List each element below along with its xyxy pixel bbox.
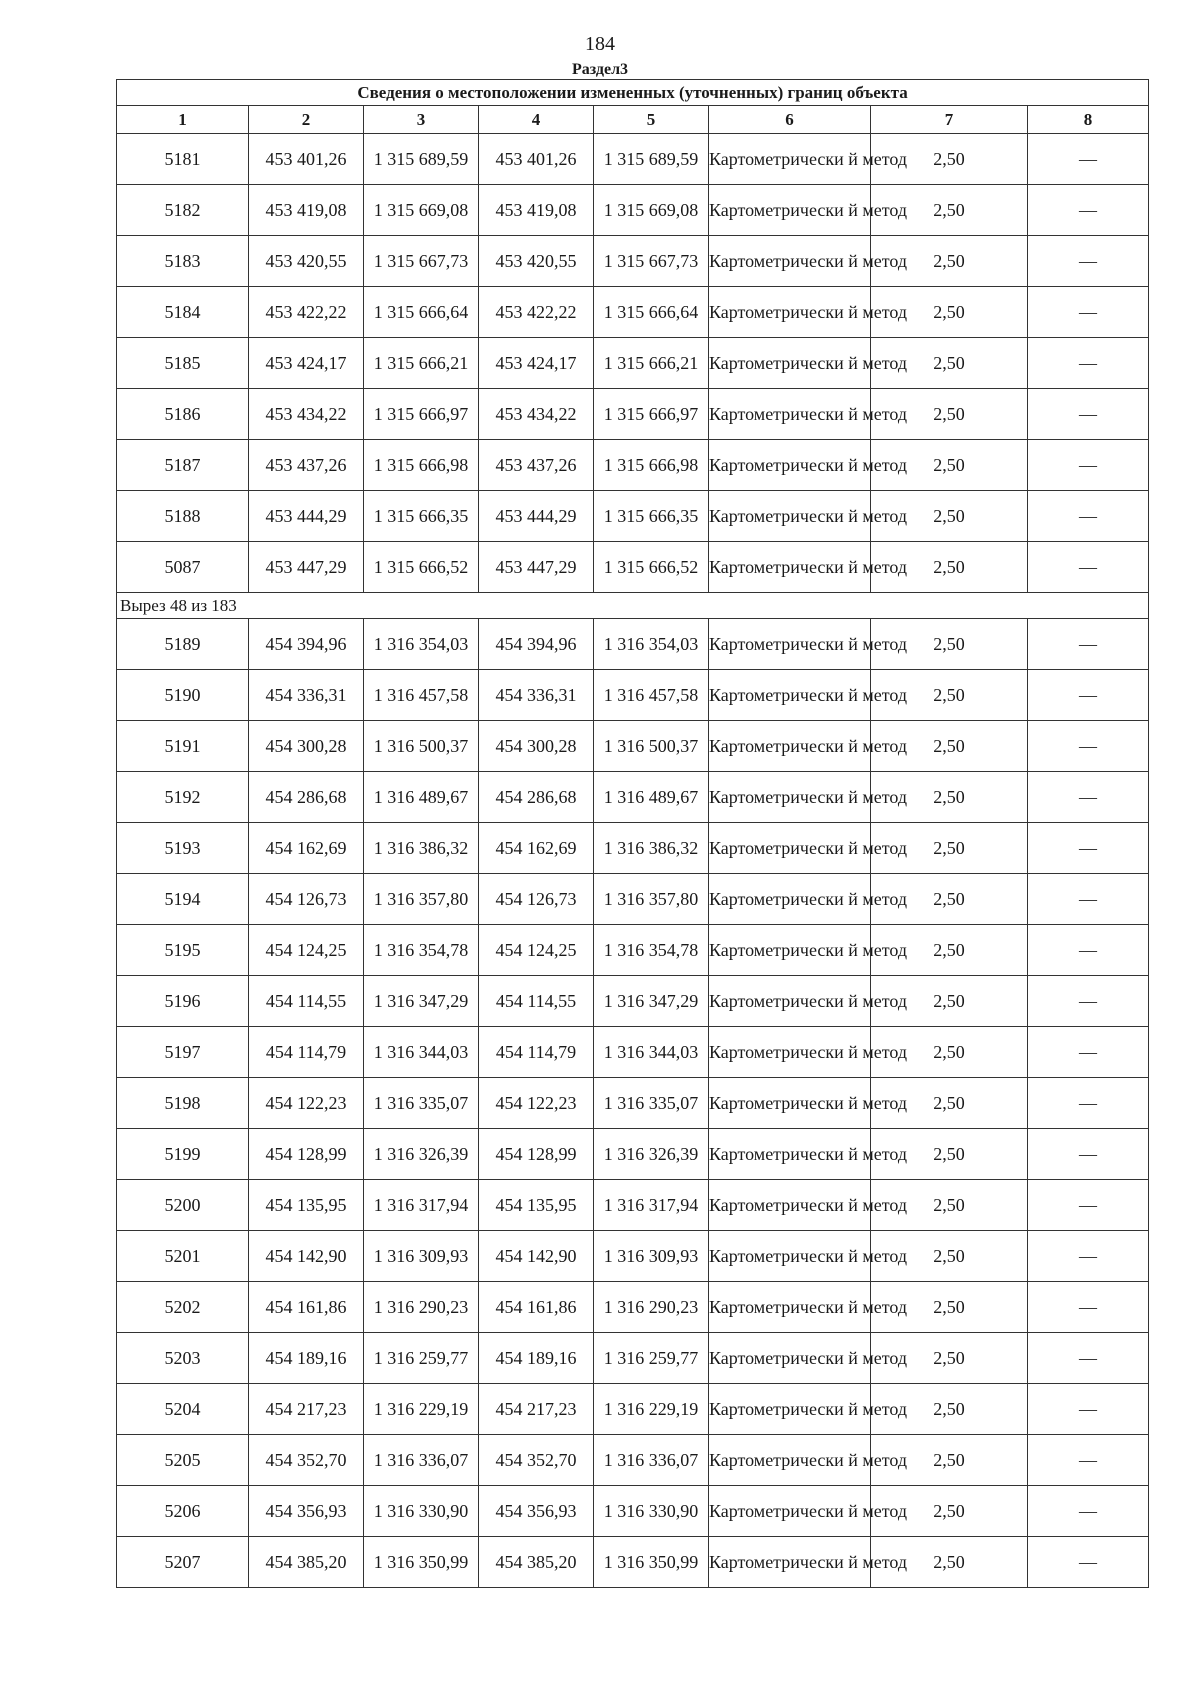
y-coordinate-cell: 1 316 489,67 — [594, 772, 709, 823]
description-cell: — — [1028, 1282, 1149, 1333]
x-coordinate-cell: 454 114,79 — [249, 1027, 364, 1078]
accuracy-cell: 2,50 — [871, 874, 1028, 925]
table-row — [117, 976, 1149, 1027]
method-cell: Картометрически й метод — [709, 491, 871, 542]
table-row — [117, 1333, 1149, 1384]
table-row — [117, 338, 1149, 389]
y-coordinate-cell: 1 315 689,59 — [364, 134, 479, 185]
description-cell: — — [1028, 1231, 1149, 1282]
table-row — [117, 1027, 1149, 1078]
table-row — [117, 1537, 1149, 1588]
y-coordinate-cell: 1 316 357,80 — [594, 874, 709, 925]
x-coordinate-cell: 453 437,26 — [479, 440, 594, 491]
point-number-cell: 5185 — [117, 338, 249, 389]
x-coordinate-cell: 454 300,28 — [479, 721, 594, 772]
method-cell: Картометрически й метод — [709, 1027, 871, 1078]
y-coordinate-cell: 1 315 689,59 — [594, 134, 709, 185]
table-row — [117, 874, 1149, 925]
accuracy-cell: 2,50 — [871, 1333, 1028, 1384]
y-coordinate-cell: 1 316 290,23 — [594, 1282, 709, 1333]
y-coordinate-cell: 1 315 666,97 — [594, 389, 709, 440]
x-coordinate-cell: 454 300,28 — [249, 721, 364, 772]
point-number-cell: 5201 — [117, 1231, 249, 1282]
table-row — [117, 542, 1149, 593]
x-coordinate-cell: 453 437,26 — [249, 440, 364, 491]
method-cell: Картометрически й метод — [709, 236, 871, 287]
description-cell: — — [1028, 619, 1149, 670]
y-coordinate-cell: 1 316 500,37 — [364, 721, 479, 772]
y-coordinate-cell: 1 316 317,94 — [594, 1180, 709, 1231]
description-cell: — — [1028, 389, 1149, 440]
point-number-cell: 5182 — [117, 185, 249, 236]
table-row — [117, 134, 1149, 185]
table-caption: Сведения о местоположении измененных (уточненных) границ объекта — [117, 80, 1149, 106]
point-number-cell: 5197 — [117, 1027, 249, 1078]
point-number-cell: 5181 — [117, 134, 249, 185]
x-coordinate-cell: 454 189,16 — [249, 1333, 364, 1384]
method-cell: Картометрически й метод — [709, 1537, 871, 1588]
x-coordinate-cell: 454 162,69 — [479, 823, 594, 874]
x-coordinate-cell: 454 124,25 — [249, 925, 364, 976]
description-cell: — — [1028, 185, 1149, 236]
x-coordinate-cell: 454 394,96 — [249, 619, 364, 670]
x-coordinate-cell: 454 217,23 — [479, 1384, 594, 1435]
column-number: 2 — [249, 106, 364, 134]
description-cell: — — [1028, 670, 1149, 721]
description-cell: — — [1028, 1180, 1149, 1231]
accuracy-cell: 2,50 — [871, 772, 1028, 823]
accuracy-cell: 2,50 — [871, 491, 1028, 542]
x-coordinate-cell: 454 352,70 — [479, 1435, 594, 1486]
point-number-cell: 5192 — [117, 772, 249, 823]
table-row — [117, 619, 1149, 670]
y-coordinate-cell: 1 316 354,78 — [594, 925, 709, 976]
y-coordinate-cell: 1 316 457,58 — [364, 670, 479, 721]
accuracy-cell: 2,50 — [871, 1486, 1028, 1537]
accuracy-cell: 2,50 — [871, 389, 1028, 440]
x-coordinate-cell: 454 161,86 — [249, 1282, 364, 1333]
column-number: 3 — [364, 106, 479, 134]
y-coordinate-cell: 1 315 666,35 — [364, 491, 479, 542]
x-coordinate-cell: 454 336,31 — [479, 670, 594, 721]
x-coordinate-cell: 453 419,08 — [249, 185, 364, 236]
x-coordinate-cell: 454 394,96 — [479, 619, 594, 670]
accuracy-cell: 2,50 — [871, 440, 1028, 491]
point-number-cell: 5200 — [117, 1180, 249, 1231]
description-cell: — — [1028, 1027, 1149, 1078]
accuracy-cell: 2,50 — [871, 976, 1028, 1027]
description-cell: — — [1028, 1078, 1149, 1129]
table-row — [117, 440, 1149, 491]
accuracy-cell: 2,50 — [871, 670, 1028, 721]
y-coordinate-cell: 1 316 330,90 — [594, 1486, 709, 1537]
description-cell: — — [1028, 440, 1149, 491]
column-number-row — [117, 106, 1149, 134]
column-number: 8 — [1028, 106, 1149, 134]
description-cell: — — [1028, 1486, 1149, 1537]
table-row — [117, 389, 1149, 440]
y-coordinate-cell: 1 316 229,19 — [594, 1384, 709, 1435]
x-coordinate-cell: 454 142,90 — [249, 1231, 364, 1282]
table-row — [117, 1384, 1149, 1435]
point-number-cell: 5193 — [117, 823, 249, 874]
method-cell: Картометрически й метод — [709, 670, 871, 721]
y-coordinate-cell: 1 316 457,58 — [594, 670, 709, 721]
point-number-cell: 5206 — [117, 1486, 249, 1537]
y-coordinate-cell: 1 316 357,80 — [364, 874, 479, 925]
point-number-cell: 5199 — [117, 1129, 249, 1180]
table-caption-row — [117, 80, 1149, 106]
boundary-coordinates-table — [116, 79, 1149, 1588]
description-cell: — — [1028, 874, 1149, 925]
x-coordinate-cell: 454 162,69 — [249, 823, 364, 874]
x-coordinate-cell: 454 356,93 — [479, 1486, 594, 1537]
accuracy-cell: 2,50 — [871, 1435, 1028, 1486]
section-divider-row — [117, 593, 1149, 619]
column-number: 6 — [709, 106, 871, 134]
point-number-cell: 5207 — [117, 1537, 249, 1588]
x-coordinate-cell: 453 424,17 — [479, 338, 594, 389]
table-row — [117, 721, 1149, 772]
x-coordinate-cell: 454 142,90 — [479, 1231, 594, 1282]
y-coordinate-cell: 1 315 669,08 — [594, 185, 709, 236]
y-coordinate-cell: 1 316 386,32 — [364, 823, 479, 874]
accuracy-cell: 2,50 — [871, 1384, 1028, 1435]
y-coordinate-cell: 1 316 500,37 — [594, 721, 709, 772]
y-coordinate-cell: 1 315 667,73 — [594, 236, 709, 287]
y-coordinate-cell: 1 316 326,39 — [594, 1129, 709, 1180]
x-coordinate-cell: 453 434,22 — [249, 389, 364, 440]
accuracy-cell: 2,50 — [871, 338, 1028, 389]
section-label: Вырез 48 из 183 — [117, 593, 1149, 619]
y-coordinate-cell: 1 316 330,90 — [364, 1486, 479, 1537]
point-number-cell: 5188 — [117, 491, 249, 542]
x-coordinate-cell: 454 122,23 — [249, 1078, 364, 1129]
y-coordinate-cell: 1 315 666,98 — [364, 440, 479, 491]
x-coordinate-cell: 454 114,79 — [479, 1027, 594, 1078]
accuracy-cell: 2,50 — [871, 185, 1028, 236]
table-row — [117, 1435, 1149, 1486]
x-coordinate-cell: 453 424,17 — [249, 338, 364, 389]
method-cell: Картометрически й метод — [709, 823, 871, 874]
method-cell: Картометрически й метод — [709, 1333, 871, 1384]
description-cell: — — [1028, 287, 1149, 338]
point-number-cell: 5191 — [117, 721, 249, 772]
method-cell: Картометрически й метод — [709, 874, 871, 925]
method-cell: Картометрически й метод — [709, 287, 871, 338]
y-coordinate-cell: 1 316 354,78 — [364, 925, 479, 976]
point-number-cell: 5184 — [117, 287, 249, 338]
y-coordinate-cell: 1 316 386,32 — [594, 823, 709, 874]
column-number: 4 — [479, 106, 594, 134]
accuracy-cell: 2,50 — [871, 1537, 1028, 1588]
table-row — [117, 772, 1149, 823]
method-cell: Картометрически й метод — [709, 1435, 871, 1486]
table-row — [117, 1078, 1149, 1129]
accuracy-cell: 2,50 — [871, 1129, 1028, 1180]
point-number-cell: 5189 — [117, 619, 249, 670]
table-body — [117, 80, 1149, 1588]
point-number-cell: 5203 — [117, 1333, 249, 1384]
y-coordinate-cell: 1 316 336,07 — [364, 1435, 479, 1486]
table-row — [117, 925, 1149, 976]
column-number: 5 — [594, 106, 709, 134]
method-cell: Картометрически й метод — [709, 542, 871, 593]
description-cell: — — [1028, 542, 1149, 593]
table-row — [117, 670, 1149, 721]
x-coordinate-cell: 454 128,99 — [249, 1129, 364, 1180]
y-coordinate-cell: 1 316 344,03 — [364, 1027, 479, 1078]
method-cell: Картометрически й метод — [709, 134, 871, 185]
method-cell: Картометрически й метод — [709, 1486, 871, 1537]
column-number: 7 — [871, 106, 1028, 134]
point-number-cell: 5205 — [117, 1435, 249, 1486]
x-coordinate-cell: 453 420,55 — [479, 236, 594, 287]
x-coordinate-cell: 454 124,25 — [479, 925, 594, 976]
x-coordinate-cell: 454 385,20 — [479, 1537, 594, 1588]
method-cell: Картометрически й метод — [709, 925, 871, 976]
accuracy-cell: 2,50 — [871, 1282, 1028, 1333]
y-coordinate-cell: 1 315 666,64 — [364, 287, 479, 338]
point-number-cell: 5194 — [117, 874, 249, 925]
accuracy-cell: 2,50 — [871, 1231, 1028, 1282]
accuracy-cell: 2,50 — [871, 823, 1028, 874]
table-row — [117, 287, 1149, 338]
x-coordinate-cell: 453 420,55 — [249, 236, 364, 287]
table-row — [117, 1180, 1149, 1231]
y-coordinate-cell: 1 316 290,23 — [364, 1282, 479, 1333]
point-number-cell: 5196 — [117, 976, 249, 1027]
y-coordinate-cell: 1 316 350,99 — [364, 1537, 479, 1588]
table-row — [117, 1486, 1149, 1537]
point-number-cell: 5204 — [117, 1384, 249, 1435]
x-coordinate-cell: 454 114,55 — [249, 976, 364, 1027]
y-coordinate-cell: 1 316 229,19 — [364, 1384, 479, 1435]
x-coordinate-cell: 454 385,20 — [249, 1537, 364, 1588]
description-cell: — — [1028, 1435, 1149, 1486]
accuracy-cell: 2,50 — [871, 134, 1028, 185]
y-coordinate-cell: 1 316 336,07 — [594, 1435, 709, 1486]
x-coordinate-cell: 454 286,68 — [249, 772, 364, 823]
method-cell: Картометрически й метод — [709, 1129, 871, 1180]
method-cell: Картометрически й метод — [709, 721, 871, 772]
y-coordinate-cell: 1 316 344,03 — [594, 1027, 709, 1078]
x-coordinate-cell: 453 444,29 — [479, 491, 594, 542]
x-coordinate-cell: 454 161,86 — [479, 1282, 594, 1333]
y-coordinate-cell: 1 315 666,97 — [364, 389, 479, 440]
x-coordinate-cell: 453 434,22 — [479, 389, 594, 440]
x-coordinate-cell: 454 286,68 — [479, 772, 594, 823]
y-coordinate-cell: 1 315 666,52 — [364, 542, 479, 593]
y-coordinate-cell: 1 316 326,39 — [364, 1129, 479, 1180]
x-coordinate-cell: 454 135,95 — [479, 1180, 594, 1231]
y-coordinate-cell: 1 315 667,73 — [364, 236, 479, 287]
description-cell: — — [1028, 134, 1149, 185]
x-coordinate-cell: 453 422,22 — [479, 287, 594, 338]
y-coordinate-cell: 1 316 259,77 — [594, 1333, 709, 1384]
y-coordinate-cell: 1 315 666,21 — [594, 338, 709, 389]
y-coordinate-cell: 1 315 666,98 — [594, 440, 709, 491]
accuracy-cell: 2,50 — [871, 1027, 1028, 1078]
x-coordinate-cell: 454 336,31 — [249, 670, 364, 721]
method-cell: Картометрически й метод — [709, 976, 871, 1027]
page-number: 184 — [585, 33, 615, 55]
x-coordinate-cell: 454 189,16 — [479, 1333, 594, 1384]
accuracy-cell: 2,50 — [871, 925, 1028, 976]
method-cell: Картометрически й метод — [709, 619, 871, 670]
method-cell: Картометрически й метод — [709, 772, 871, 823]
y-coordinate-cell: 1 316 347,29 — [364, 976, 479, 1027]
point-number-cell: 5202 — [117, 1282, 249, 1333]
y-coordinate-cell: 1 316 259,77 — [364, 1333, 479, 1384]
x-coordinate-cell: 454 356,93 — [249, 1486, 364, 1537]
x-coordinate-cell: 454 126,73 — [479, 874, 594, 925]
description-cell: — — [1028, 976, 1149, 1027]
table-row — [117, 1282, 1149, 1333]
accuracy-cell: 2,50 — [871, 619, 1028, 670]
description-cell: — — [1028, 491, 1149, 542]
description-cell: — — [1028, 338, 1149, 389]
y-coordinate-cell: 1 316 309,93 — [594, 1231, 709, 1282]
x-coordinate-cell: 454 126,73 — [249, 874, 364, 925]
point-number-cell: 5186 — [117, 389, 249, 440]
y-coordinate-cell: 1 316 354,03 — [364, 619, 479, 670]
method-cell: Картометрически й метод — [709, 1078, 871, 1129]
y-coordinate-cell: 1 315 669,08 — [364, 185, 479, 236]
method-cell: Картометрически й метод — [709, 389, 871, 440]
y-coordinate-cell: 1 316 354,03 — [594, 619, 709, 670]
y-coordinate-cell: 1 316 309,93 — [364, 1231, 479, 1282]
table-row — [117, 1231, 1149, 1282]
method-cell: Картометрически й метод — [709, 338, 871, 389]
y-coordinate-cell: 1 316 347,29 — [594, 976, 709, 1027]
y-coordinate-cell: 1 316 350,99 — [594, 1537, 709, 1588]
x-coordinate-cell: 454 135,95 — [249, 1180, 364, 1231]
description-cell: — — [1028, 823, 1149, 874]
point-number-cell: 5198 — [117, 1078, 249, 1129]
y-coordinate-cell: 1 315 666,52 — [594, 542, 709, 593]
description-cell: — — [1028, 236, 1149, 287]
x-coordinate-cell: 453 447,29 — [249, 542, 364, 593]
x-coordinate-cell: 453 422,22 — [249, 287, 364, 338]
y-coordinate-cell: 1 316 317,94 — [364, 1180, 479, 1231]
accuracy-cell: 2,50 — [871, 721, 1028, 772]
y-coordinate-cell: 1 315 666,35 — [594, 491, 709, 542]
description-cell: — — [1028, 772, 1149, 823]
x-coordinate-cell: 453 401,26 — [249, 134, 364, 185]
y-coordinate-cell: 1 316 489,67 — [364, 772, 479, 823]
table-row — [117, 491, 1149, 542]
accuracy-cell: 2,50 — [871, 542, 1028, 593]
point-number-cell: 5183 — [117, 236, 249, 287]
y-coordinate-cell: 1 316 335,07 — [594, 1078, 709, 1129]
table-row — [117, 823, 1149, 874]
method-cell: Картометрически й метод — [709, 1231, 871, 1282]
x-coordinate-cell: 453 447,29 — [479, 542, 594, 593]
accuracy-cell: 2,50 — [871, 287, 1028, 338]
x-coordinate-cell: 453 444,29 — [249, 491, 364, 542]
column-number: 1 — [117, 106, 249, 134]
table-row — [117, 185, 1149, 236]
point-number-cell: 5190 — [117, 670, 249, 721]
accuracy-cell: 2,50 — [871, 236, 1028, 287]
point-number-cell: 5187 — [117, 440, 249, 491]
accuracy-cell: 2,50 — [871, 1078, 1028, 1129]
y-coordinate-cell: 1 315 666,64 — [594, 287, 709, 338]
description-cell: — — [1028, 1537, 1149, 1588]
point-number-cell: 5087 — [117, 542, 249, 593]
point-number-cell: 5195 — [117, 925, 249, 976]
x-coordinate-cell: 453 419,08 — [479, 185, 594, 236]
method-cell: Картометрически й метод — [709, 185, 871, 236]
x-coordinate-cell: 454 217,23 — [249, 1384, 364, 1435]
x-coordinate-cell: 454 128,99 — [479, 1129, 594, 1180]
x-coordinate-cell: 454 352,70 — [249, 1435, 364, 1486]
table-row — [117, 1129, 1149, 1180]
table-row — [117, 236, 1149, 287]
section-title: Раздел3 — [571, 61, 629, 78]
y-coordinate-cell: 1 316 335,07 — [364, 1078, 479, 1129]
description-cell: — — [1028, 721, 1149, 772]
method-cell: Картометрически й метод — [709, 1282, 871, 1333]
description-cell: — — [1028, 1333, 1149, 1384]
description-cell: — — [1028, 1129, 1149, 1180]
description-cell: — — [1028, 925, 1149, 976]
method-cell: Картометрически й метод — [709, 1384, 871, 1435]
x-coordinate-cell: 454 114,55 — [479, 976, 594, 1027]
method-cell: Картометрически й метод — [709, 440, 871, 491]
x-coordinate-cell: 453 401,26 — [479, 134, 594, 185]
accuracy-cell: 2,50 — [871, 1180, 1028, 1231]
y-coordinate-cell: 1 315 666,21 — [364, 338, 479, 389]
method-cell: Картометрически й метод — [709, 1180, 871, 1231]
description-cell: — — [1028, 1384, 1149, 1435]
x-coordinate-cell: 454 122,23 — [479, 1078, 594, 1129]
